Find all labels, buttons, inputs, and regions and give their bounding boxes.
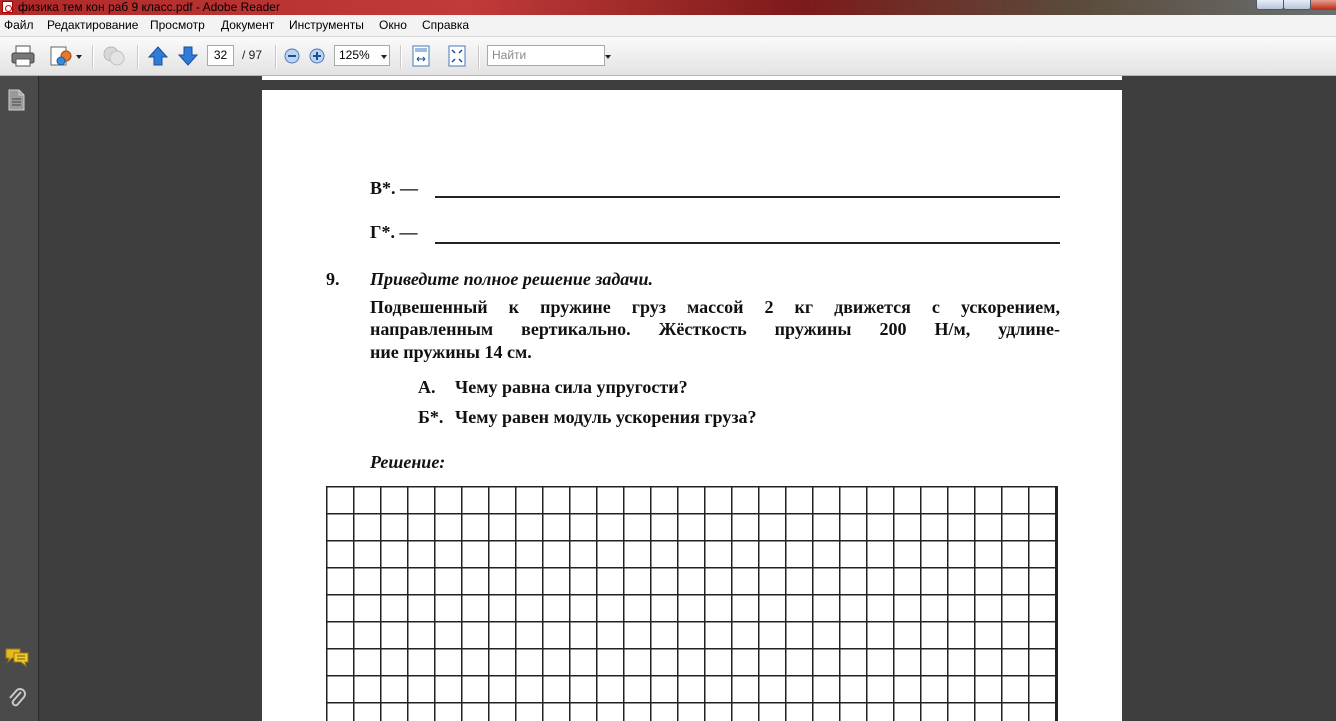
- menu-window[interactable]: Окно: [379, 18, 407, 32]
- task-text-line: ние пружины 14 см.: [370, 342, 532, 362]
- question-b-text: Чему равен модуль ускорения груза?: [455, 407, 757, 427]
- collaborate-icon[interactable]: [48, 44, 84, 68]
- page-up-icon[interactable]: [147, 45, 169, 67]
- answer-v-label: В*. —: [370, 178, 419, 198]
- page-number-input[interactable]: 32: [207, 45, 234, 66]
- pdf-page: [262, 90, 1122, 721]
- task-instruction: Приведите полное решение задачи.: [370, 269, 653, 289]
- search-input[interactable]: Найти: [487, 45, 605, 66]
- fit-width-icon[interactable]: [446, 44, 468, 68]
- zoom-out-icon[interactable]: [283, 47, 301, 65]
- menu-file[interactable]: Файл: [4, 18, 34, 32]
- comments-icon[interactable]: [4, 646, 30, 668]
- chevron-down-icon[interactable]: [381, 55, 387, 59]
- menu-bar: [0, 15, 1336, 37]
- menu-edit[interactable]: Редактирование: [47, 18, 139, 32]
- task-text-line: направленным вертикально. Жёсткость пружины 200 Н/м, удлине-: [370, 319, 1060, 339]
- solution-grid-border: [1056, 486, 1058, 721]
- zoom-in-icon[interactable]: [308, 47, 326, 65]
- toolbar-separator: [92, 45, 94, 69]
- pdf-app-icon: [2, 1, 13, 13]
- question-b-label: Б*.: [418, 407, 444, 427]
- task-text-line: Подвешенный к пружине груз массой 2 кг движется с ускорением,: [370, 297, 1060, 317]
- menu-document[interactable]: Документ: [221, 18, 275, 32]
- minimize-button[interactable]: [1256, 0, 1284, 10]
- page-down-icon[interactable]: [177, 45, 199, 67]
- solution-label: Решение:: [370, 452, 446, 472]
- window-title: физика тем кон раб 9 класс.pdf - Adobe Reader: [18, 0, 280, 14]
- menu-tools[interactable]: Инструменты: [289, 18, 364, 32]
- question-a-text: Чему равна сила упругости?: [455, 377, 688, 397]
- pages-panel-icon[interactable]: [7, 88, 25, 112]
- title-bar: [0, 0, 1336, 15]
- answer-g-label: Г*. —: [370, 222, 418, 242]
- task-number: 9.: [326, 269, 340, 289]
- zoom-select[interactable]: 125%: [334, 45, 390, 66]
- chevron-down-icon[interactable]: [605, 55, 611, 59]
- print-icon[interactable]: [10, 44, 36, 68]
- solution-grid: [326, 486, 1057, 721]
- menu-view[interactable]: Просмотр: [150, 18, 205, 32]
- question-a-label: А.: [418, 377, 436, 397]
- toolbar-separator: [137, 45, 139, 69]
- document-viewport[interactable]: [39, 76, 1336, 721]
- share-icon[interactable]: [100, 44, 128, 68]
- previous-page-edge: [262, 76, 1122, 80]
- toolbar-separator: [400, 45, 402, 69]
- attachments-icon[interactable]: [6, 686, 28, 712]
- menu-help[interactable]: Справка: [422, 18, 470, 32]
- toolbar-separator: [275, 45, 277, 69]
- toolbar: [0, 37, 1336, 76]
- toolbar-separator: [478, 45, 480, 69]
- page-total: / 97: [242, 48, 263, 62]
- fit-page-icon[interactable]: [410, 44, 432, 68]
- maximize-button[interactable]: [1283, 0, 1311, 10]
- answer-v-line: [435, 196, 1060, 198]
- answer-g-line: [435, 242, 1060, 244]
- navigation-panel: [0, 76, 39, 721]
- close-button[interactable]: [1310, 0, 1336, 10]
